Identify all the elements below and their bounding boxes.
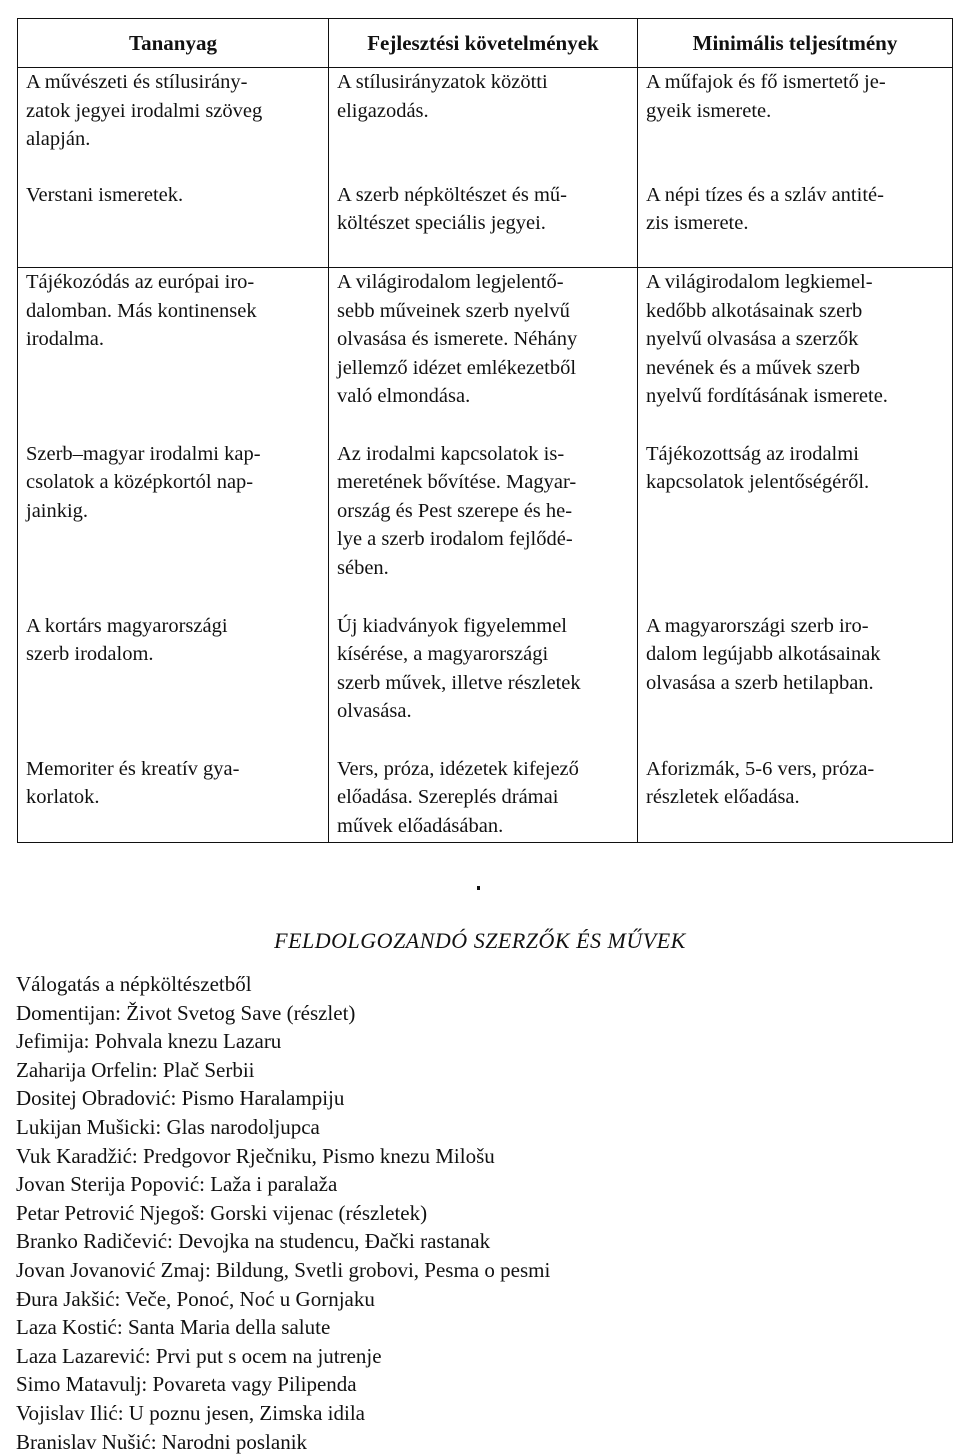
header-fejlesztesi: Fejlesztési követelmények: [329, 19, 638, 68]
cell-text: A világirodalom legjelentő- sebb műveinek szerb nyelvű olvasása és ismerete. Néhány jellemző idézet emlékezetből való elmondása.: [337, 268, 629, 411]
cell-text: A művészeti és stílusirány- zatok jegyei irodalmi szöveg alapján.: [26, 68, 320, 154]
works-list: [16, 970, 550, 1456]
cell-fejlesztesi: [329, 755, 638, 843]
cell-fejlesztesi: [329, 440, 638, 612]
cell-minimalis: [638, 268, 953, 440]
cell-minimalis: [638, 440, 953, 612]
cell-text: A stílusirányzatok közötti eligazodás.: [337, 68, 629, 125]
cell-text: A népi tízes és a szláv antité- zis ismerete.: [646, 181, 944, 238]
cell-tananyag: [18, 68, 329, 181]
list-item: Jefimija: Pohvala knezu Lazaru: [16, 1027, 550, 1056]
list-item: Válogatás a népköltészetből: [16, 970, 550, 999]
list-item: Laza Kostić: Santa Maria della salute: [16, 1313, 550, 1342]
cell-text: Aforizmák, 5-6 vers, próza- részletek előadása.: [646, 755, 944, 812]
list-item: Branko Radičević: Devojka na studencu, Đački rastanak: [16, 1227, 550, 1256]
cell-minimalis: [638, 68, 953, 181]
cell-fejlesztesi: [329, 68, 638, 181]
table-row: [18, 440, 953, 612]
cell-tananyag: [18, 268, 329, 440]
table-row: [18, 268, 953, 440]
cell-tananyag: [18, 755, 329, 843]
cell-text: Vers, próza, idézetek kifejező előadása. Szereplés drámai művek előadásában.: [337, 755, 629, 841]
list-item: Domentijan: Život Svetog Save (részlet): [16, 999, 550, 1028]
table-row: [18, 181, 953, 268]
curriculum-table: [17, 18, 953, 843]
section-title: FELDOLGOZANDÓ SZERZŐK ÉS MŰVEK: [0, 928, 960, 954]
cell-fejlesztesi: [329, 268, 638, 440]
header-tananyag: Tananyag: [18, 19, 329, 68]
cell-text: A műfajok és fő ismertető je- gyeik ismerete.: [646, 68, 944, 125]
list-item: Jovan Jovanović Zmaj: Bildung, Svetli grobovi, Pesma o pesmi: [16, 1256, 550, 1285]
list-item: Vuk Karadžić: Predgovor Rječniku, Pismo knezu Milošu: [16, 1142, 550, 1171]
cell-minimalis: [638, 755, 953, 843]
cell-tananyag: [18, 181, 329, 268]
cell-text: Tájékozódás az európai iro- dalomban. Más kontinensek irodalma.: [26, 268, 320, 354]
table-row: [18, 612, 953, 755]
list-item: Zaharija Orfelin: Plač Serbii: [16, 1056, 550, 1085]
cell-fejlesztesi: [329, 181, 638, 268]
stray-mark: [477, 886, 480, 890]
cell-tananyag: [18, 612, 329, 755]
table-row: [18, 68, 953, 181]
table-row: [18, 755, 953, 843]
cell-text: A szerb népköltészet és mű- költészet speciális jegyei.: [337, 181, 629, 238]
cell-text: Az irodalmi kapcsolatok is- meretének bővítése. Magyar- ország és Pest szerepe és he- lye a szerb irodalom fejlődé- sében.: [337, 440, 629, 583]
cell-minimalis: [638, 612, 953, 755]
cell-fejlesztesi: [329, 612, 638, 755]
cell-text: Verstani ismeretek.: [26, 181, 320, 210]
list-item: Vojislav Ilić: U poznu jesen, Zimska idila: [16, 1399, 550, 1428]
cell-tananyag: [18, 440, 329, 612]
list-item: Branislav Nušić: Narodni poslanik: [16, 1428, 550, 1456]
cell-minimalis: [638, 181, 953, 268]
list-item: Petar Petrović Njegoš: Gorski vijenac (részletek): [16, 1199, 550, 1228]
table-header-row: [18, 19, 953, 68]
cell-text: Új kiadványok figyelemmel kísérése, a magyarországi szerb művek, illetve részletek olvasása.: [337, 612, 629, 726]
list-item: Jovan Sterija Popović: Laža i paralaža: [16, 1170, 550, 1199]
list-item: Laza Lazarević: Prvi put s ocem na jutrenje: [16, 1342, 550, 1371]
list-item: Simo Matavulj: Povareta vagy Pilipenda: [16, 1370, 550, 1399]
list-item: Đura Jakšić: Veče, Ponoć, Noć u Gornjaku: [16, 1285, 550, 1314]
cell-text: Szerb–magyar irodalmi kap- csolatok a középkortól nap- jainkig.: [26, 440, 320, 526]
cell-text: Memoriter és kreatív gya- korlatok.: [26, 755, 320, 812]
cell-text: A magyarországi szerb iro- dalom legújabb alkotásainak olvasása a szerb hetilapban.: [646, 612, 944, 698]
cell-text: A világirodalom legkiemel- kedőbb alkotásainak szerb nyelvű olvasása a szerzők nevének és a művek szerb nyelvű fordításának ismerete.: [646, 268, 944, 411]
list-item: Dositej Obradović: Pismo Haralampiju: [16, 1084, 550, 1113]
list-item: Lukijan Mušicki: Glas narodoljupca: [16, 1113, 550, 1142]
cell-text: A kortárs magyarországi szerb irodalom.: [26, 612, 320, 669]
cell-text: Tájékozottság az irodalmi kapcsolatok jelentőségéről.: [646, 440, 944, 497]
header-minimalis: Minimális teljesítmény: [638, 19, 953, 68]
